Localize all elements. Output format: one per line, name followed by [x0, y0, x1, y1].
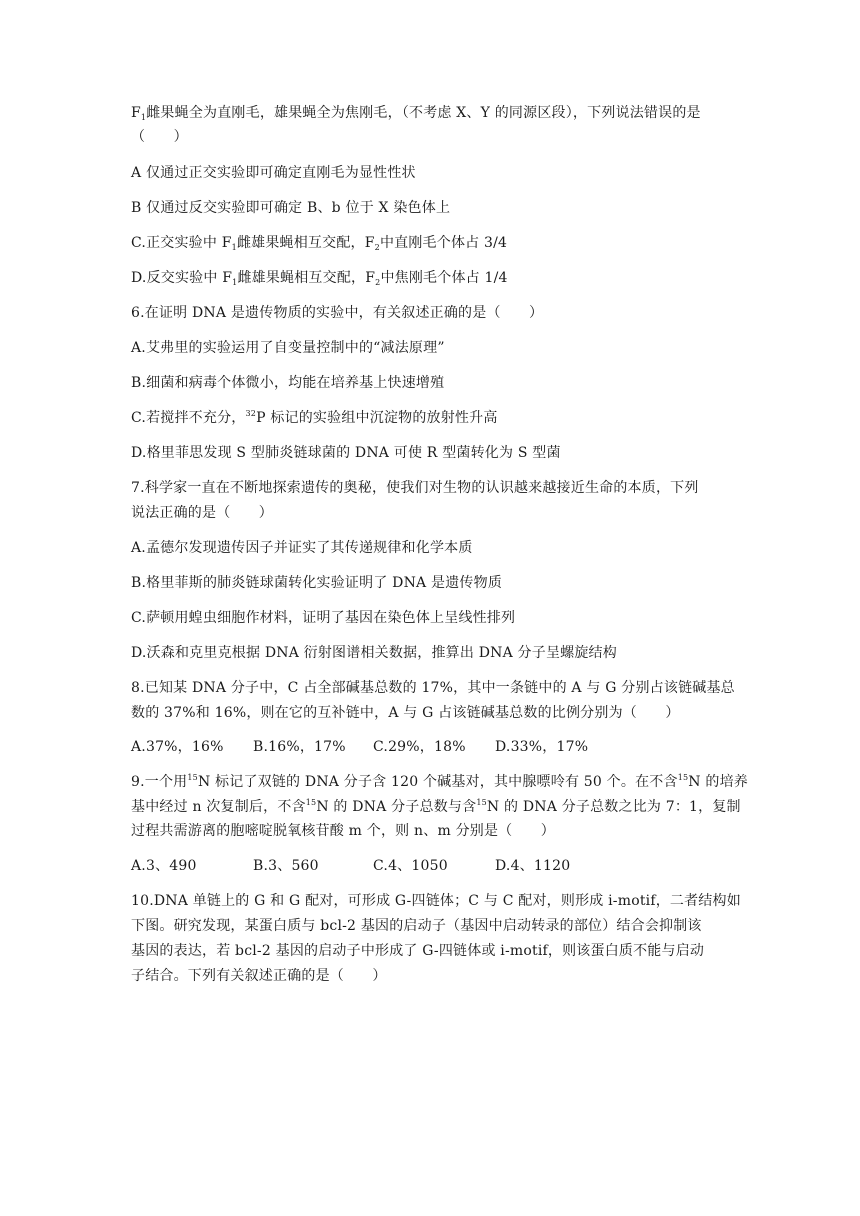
q9-text: N 的 DNA 分子总数之比为 7：1，复制	[486, 799, 741, 815]
q10-stem-line1: 10.DNA 单链上的 G 和 G 配对，可形成 G-四链体；C 与 C 配对，则形成 i-motif，二者结构如	[131, 893, 741, 909]
subscript: 2	[375, 278, 381, 287]
q7-stem-line2: 说法正确的是（ ）	[131, 505, 273, 521]
q5-option-b: B 仅通过反交实验即可确定 B、b 位于 X 染色体上	[131, 200, 451, 216]
q9-option-c: C.4、1050	[373, 858, 448, 874]
q6-stem: 6.在证明 DNA 是遗传物质的实验中，有关叙述正确的是（ ）	[131, 305, 544, 321]
q9-stem-line2	[131, 797, 741, 817]
q9-text: N 标记了双链的 DNA 分子含 120 个碱基对，其中腺嘌呤有 50 个。在不含	[197, 774, 678, 790]
q5-text: D.反交实验中 F	[131, 270, 233, 286]
q8-options	[131, 737, 588, 757]
q9-options	[131, 856, 570, 876]
q6-option-d: D.格里菲思发现 S 型肺炎链球菌的 DNA 可使 R 型菌转化为 S 型菌	[131, 445, 561, 461]
q10-stem-line3: 基因的表达，若 bcl-2 基因的启动子中形成了 G-四链体或 i-motif，则该蛋白质不能与启动	[131, 943, 705, 959]
superscript: 15	[476, 798, 487, 807]
q9-text: 9.一个用	[131, 774, 188, 790]
q5-text: 中焦刚毛个体占 1/4	[380, 270, 508, 286]
q6-text: C.若搅拌不充分，	[131, 410, 246, 426]
q9-text: N 的 DNA 分子总数与含	[316, 799, 477, 815]
q5-text: 雌雄果蝇相互交配，F	[236, 235, 375, 251]
q9-stem-line1	[131, 772, 748, 792]
q7-option-d: D.沃森和克里克根据 DNA 衍射图谱相关数据，推算出 DNA 分子呈螺旋结构	[131, 645, 617, 661]
q5-text: 中直刚毛个体占 3/4	[379, 235, 508, 251]
q9-text: 基中经过 n 次复制后，不含	[131, 799, 306, 815]
q6-option-a: A.艾弗里的实验运用了自变量控制中的“减法原理”	[131, 340, 445, 356]
q5-option-c	[131, 233, 507, 253]
q5-text: C.正交实验中 F	[131, 235, 232, 251]
q5-stem-line2: （ ）	[131, 129, 188, 145]
q5-text: 雌雄果蝇相互交配，F	[237, 270, 376, 286]
q9-option-a: A.3、490	[131, 858, 197, 874]
subscript: 2	[374, 243, 380, 252]
q7-option-a: A.孟德尔发现遗传因子并证实了其传递规律和化学本质	[131, 540, 473, 556]
q6-option-b: B.细菌和病毒个体微小，均能在培养基上快速增殖	[131, 375, 445, 391]
subscript: 1	[231, 243, 237, 252]
q8-option-b: B.16%，17%	[253, 739, 346, 755]
q7-stem-line1: 7.科学家一直在不断地探索遗传的奥秘，使我们对生物的认识越来越接近生命的本质，下列	[131, 480, 699, 496]
q5-stem-line1	[131, 103, 701, 123]
q7-option-b: B.格里菲斯的肺炎链球菌转化实验证明了 DNA 是遗传物质	[131, 575, 503, 591]
q6-option-c	[131, 408, 498, 428]
q9-text: N 的培养	[688, 774, 748, 790]
q8-stem-line2: 数的 37%和 16%，则在它的互补链中，A 与 G 占该链碱基总数的比例分别为（ ）	[131, 705, 680, 721]
q8-option-a: A.37%，16%	[131, 739, 224, 755]
q6-text: P 标记的实验组中沉淀物的放射性升高	[256, 410, 498, 426]
q5-option-a: A 仅通过正交实验即可确定直刚毛为显性性状	[131, 165, 416, 181]
superscript: 15	[677, 773, 689, 782]
superscript: 32	[245, 409, 257, 418]
q8-option-c: C.29%，18%	[373, 739, 466, 755]
subscript: 1	[232, 278, 238, 287]
q5-option-d	[131, 268, 508, 288]
q9-option-d: D.4、1120	[495, 858, 571, 874]
q10-stem-line4: 子结合。下列有关叙述正确的是（ ）	[131, 968, 387, 984]
q8-stem-line1: 8.已知某 DNA 分子中，C 占全部碱基总数的 17%，其中一条链中的 A 与 G 分别占该链碱基总	[131, 680, 735, 696]
q8-option-d: D.33%，17%	[495, 739, 589, 755]
q10-stem-line2: 下图。研究发现，某蛋白质与 bcl-2 基因的启动子（基因中启动转录的部位）结合会抑制该	[131, 918, 702, 934]
q9-option-b: B.3、560	[253, 858, 319, 874]
superscript: 15	[305, 798, 317, 807]
q5-text: F	[131, 105, 141, 121]
q9-stem-line3: 过程共需游离的胞嘧啶脱氧核苷酸 m 个，则 n、m 分别是（ ）	[131, 823, 555, 839]
subscript: 1	[140, 113, 147, 122]
q5-text: 雌果蝇全为直刚毛，雄果蝇全为焦刚毛，（不考虑 X、Y 的同源区段），下列说法错误的是	[146, 105, 701, 121]
superscript: 15	[187, 773, 198, 782]
q7-option-c: C.萨顿用蝗虫细胞作材料，证明了基因在染色体上呈线性排列	[131, 610, 516, 626]
